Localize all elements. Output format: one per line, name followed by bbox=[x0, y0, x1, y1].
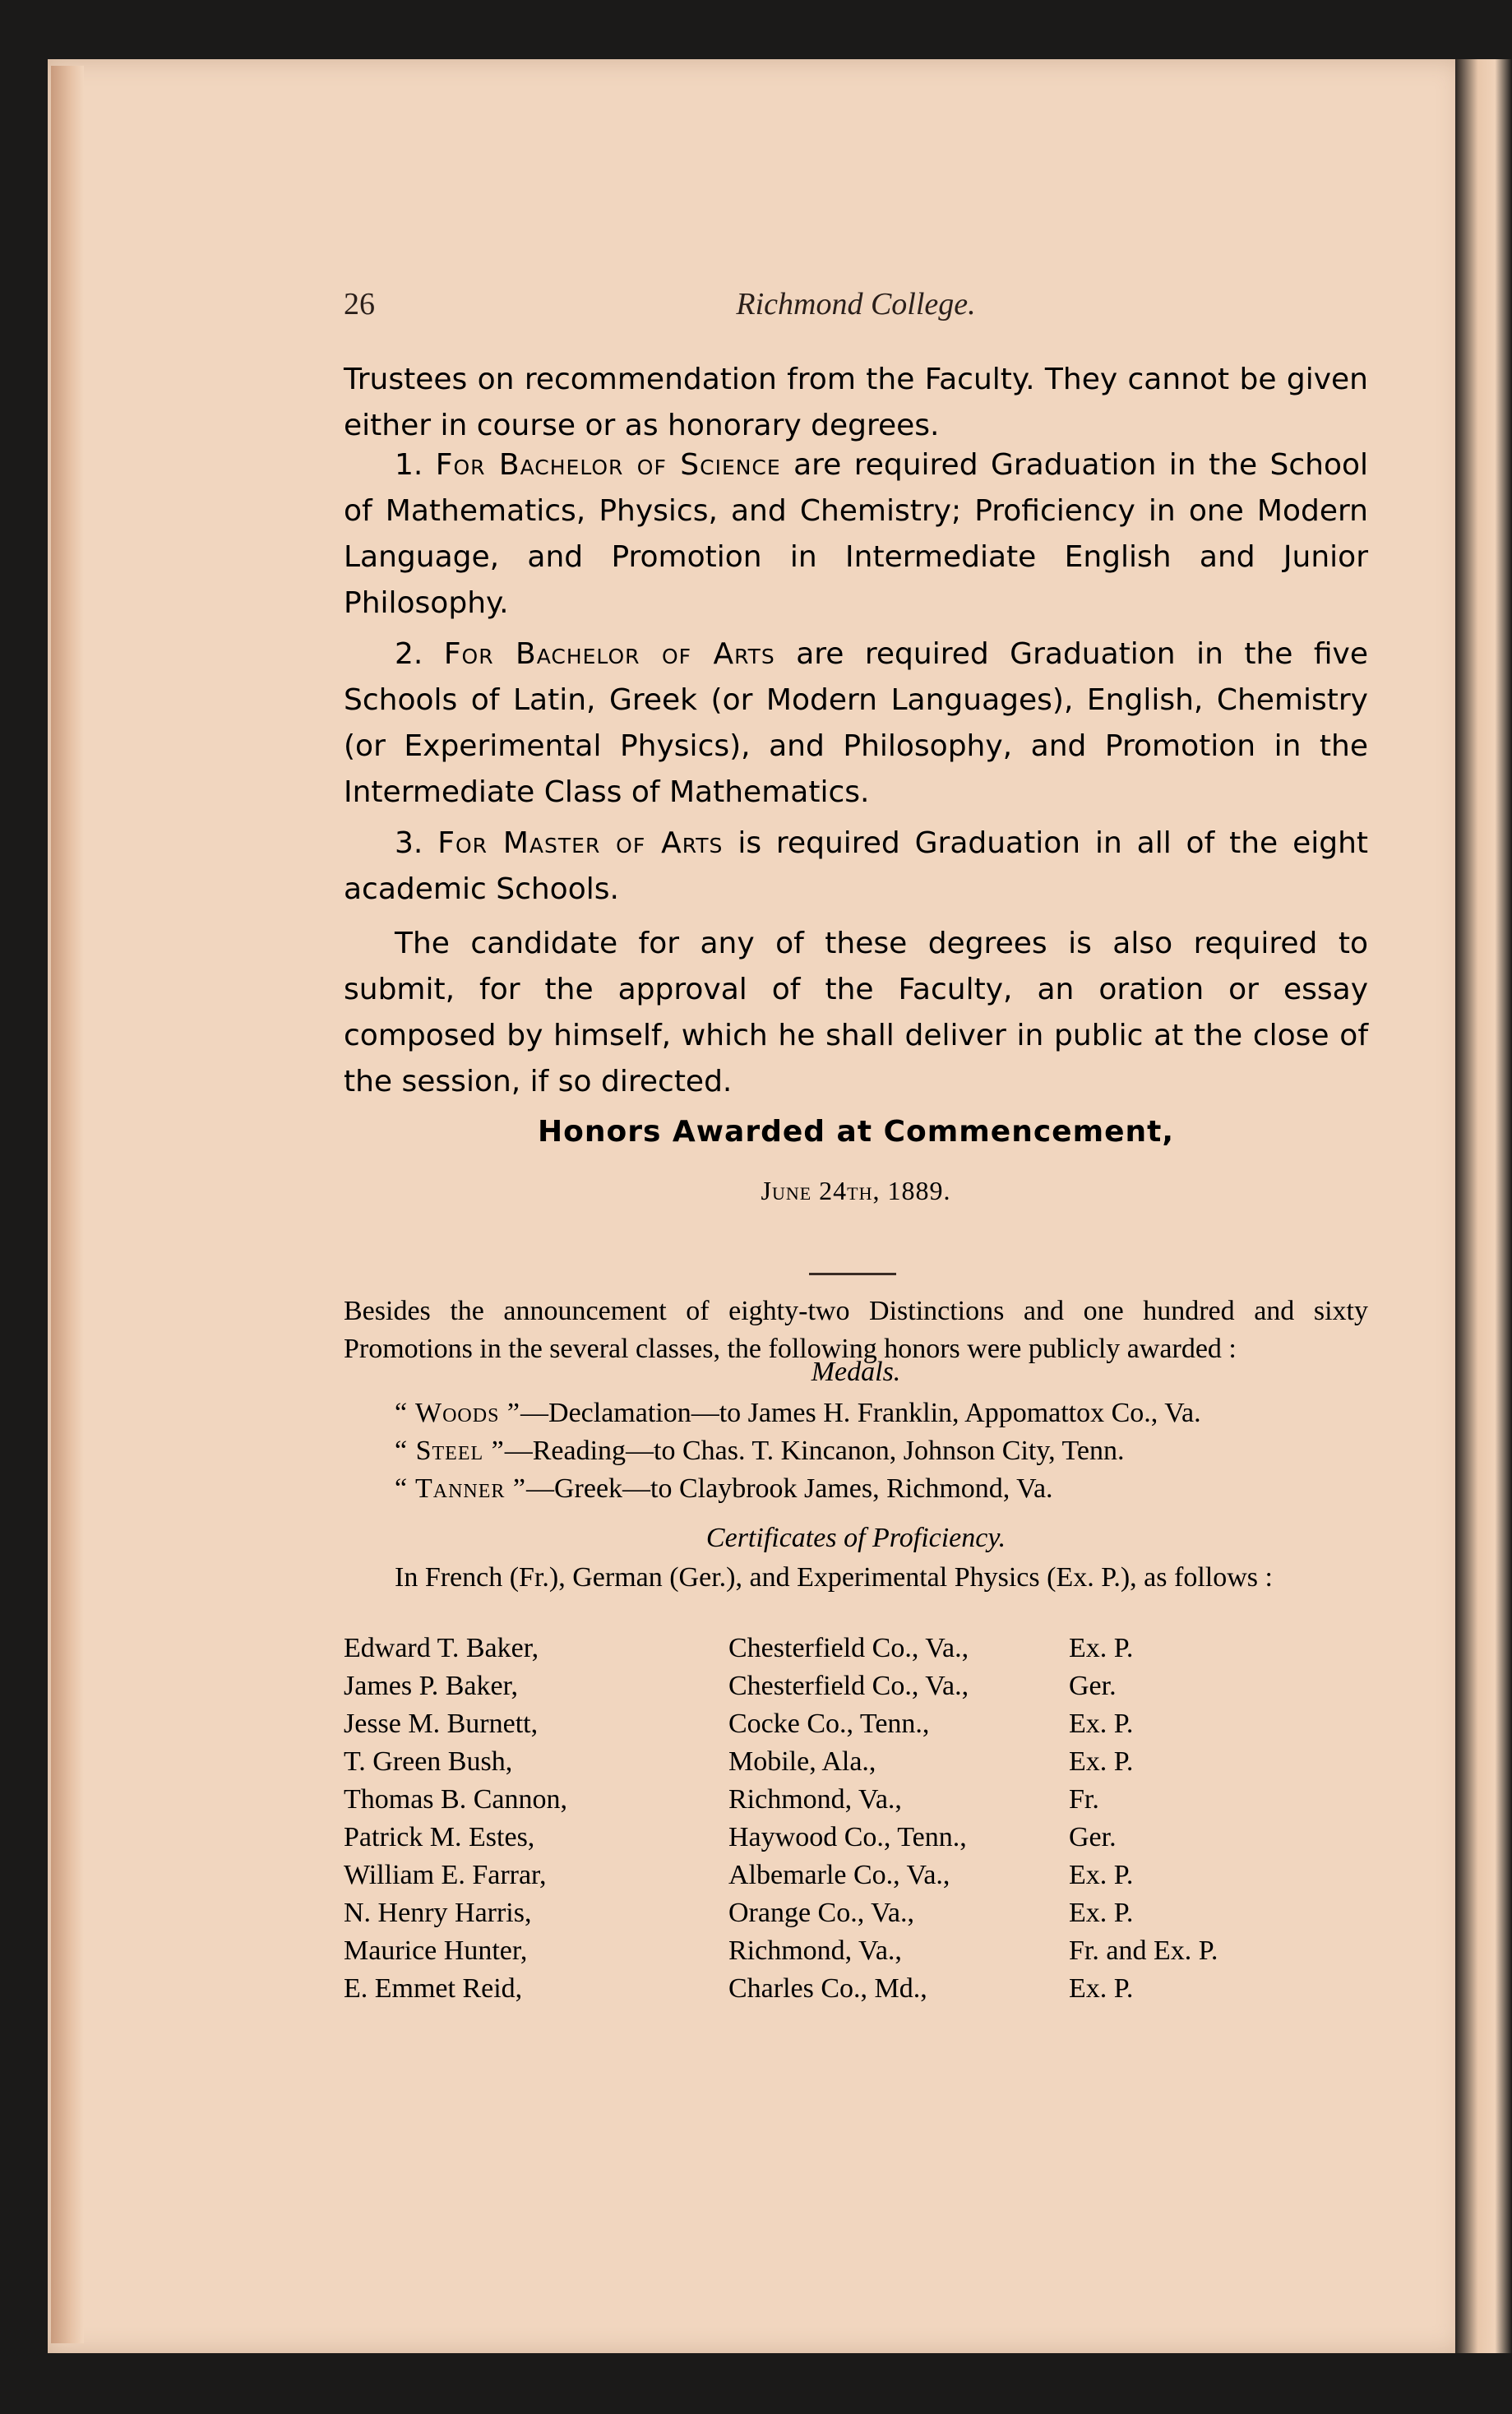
date-text: June 24th, 1889. bbox=[761, 1176, 951, 1205]
student-subject: Ex. P. bbox=[1069, 1633, 1134, 1663]
paragraph-text: The candidate for any of these degrees is also required to submit, for the approval of the Faculty, an oration or essay composed by himself, which he shall deliver in public at the close of the session, if so directed. bbox=[344, 927, 1368, 1098]
student-place: Chesterfield Co., Va., bbox=[728, 1633, 969, 1663]
medal-name: “ Steel ” bbox=[395, 1436, 505, 1466]
paragraph-master-arts bbox=[344, 821, 1368, 913]
student-subject: Ex. P. bbox=[1069, 1746, 1134, 1777]
medal-entry bbox=[344, 1394, 1368, 1432]
paragraph-bachelor-arts bbox=[344, 631, 1368, 816]
page-edge bbox=[1455, 59, 1512, 2353]
honors-intro: Besides the announcement of eighty-two Distinctions and one hundred and sixty Promotions in the several classes, the following honors were publicly awarded : bbox=[344, 1296, 1368, 1364]
paragraph-text: Trustees on recommendation from the Faculty. They cannot be given either in course or as honorary degrees. bbox=[344, 363, 1368, 442]
certificates-roster bbox=[344, 1633, 1368, 2011]
running-title: Richmond College. bbox=[736, 287, 976, 321]
paragraph-trustees bbox=[344, 357, 1368, 449]
roster-row bbox=[344, 1973, 1368, 2011]
paragraph-candidate bbox=[344, 921, 1368, 1105]
student-name: Patrick M. Estes, bbox=[344, 1822, 535, 1852]
student-place: Cocke Co., Tenn., bbox=[728, 1709, 930, 1739]
paragraph-text: are required Graduation in the School of Mathematics, Physics, and Chemistry; Proficiency in one Modern Language, and Promotion in Intermediate English and Junior Philosophy. bbox=[344, 448, 1368, 620]
degree-name: For Master of Arts bbox=[437, 826, 724, 860]
roster-row bbox=[344, 1709, 1368, 1746]
roster-row bbox=[344, 1671, 1368, 1709]
student-name: Maurice Hunter, bbox=[344, 1935, 528, 1966]
student-place: Orange Co., Va., bbox=[728, 1898, 914, 1928]
degree-name: For Bachelor of Arts bbox=[443, 637, 775, 671]
student-name: Jesse M. Burnett, bbox=[344, 1709, 539, 1739]
medal-entry bbox=[344, 1432, 1368, 1470]
medal-entry bbox=[344, 1470, 1368, 1508]
item-number: 3. bbox=[395, 826, 423, 860]
student-place: Haywood Co., Tenn., bbox=[728, 1822, 967, 1852]
roster-row bbox=[344, 1935, 1368, 1973]
medal-text: —Declamation—to James H. Franklin, Appomattox Co., Va. bbox=[520, 1398, 1201, 1428]
student-name: Thomas B. Cannon, bbox=[344, 1784, 567, 1815]
certificates-intro-text: In French (Fr.), German (Ger.), and Experimental Physics (Ex. P.), as follows : bbox=[395, 1562, 1273, 1593]
item-number: 1. bbox=[395, 448, 423, 482]
certificates-intro bbox=[344, 1559, 1368, 1597]
honors-date bbox=[344, 1176, 1368, 1206]
roster-row bbox=[344, 1822, 1368, 1860]
student-subject: Ex. P. bbox=[1069, 1898, 1134, 1928]
student-subject: Ger. bbox=[1069, 1671, 1117, 1701]
student-subject: Ex. P. bbox=[1069, 1709, 1134, 1739]
degree-name: For Bachelor of Science bbox=[435, 448, 781, 482]
honors-heading: Honors Awarded at Commencement, bbox=[537, 1115, 1175, 1149]
student-name: Edward T. Baker, bbox=[344, 1633, 539, 1663]
running-header bbox=[344, 286, 1368, 335]
student-place: Charles Co., Md., bbox=[728, 1973, 927, 2004]
student-subject: Ger. bbox=[1069, 1822, 1117, 1852]
roster-row bbox=[344, 1633, 1368, 1671]
student-subject: Fr. bbox=[1069, 1784, 1099, 1815]
roster-row bbox=[344, 1746, 1368, 1784]
student-name: T. Green Bush, bbox=[344, 1746, 513, 1777]
medal-name: “ Tanner ” bbox=[395, 1473, 526, 1504]
item-number: 2. bbox=[395, 637, 423, 671]
student-subject: Ex. P. bbox=[1069, 1973, 1134, 2004]
student-place: Richmond, Va., bbox=[728, 1784, 902, 1815]
roster-row bbox=[344, 1860, 1368, 1898]
student-place: Albemarle Co., Va., bbox=[728, 1860, 950, 1890]
student-subject: Ex. P. bbox=[1069, 1860, 1134, 1890]
medal-name: “ Woods ” bbox=[395, 1398, 521, 1428]
paragraph-text: are required Graduation in the five Schools of Latin, Greek (or Modern Languages), English, Chemistry (or Experimental Physics), and Philosophy, and Promotion in the Intermediate Class of Mathematics. bbox=[344, 637, 1368, 809]
medals-heading: Medals. bbox=[811, 1357, 901, 1387]
page-number: 26 bbox=[344, 287, 375, 321]
paragraph-text: is required Graduation in all of the eight academic Schools. bbox=[344, 826, 1368, 906]
roster-row bbox=[344, 1784, 1368, 1822]
student-place: Mobile, Ala., bbox=[728, 1746, 876, 1777]
paragraph-bachelor-science bbox=[344, 442, 1368, 627]
student-place: Chesterfield Co., Va., bbox=[728, 1671, 969, 1701]
page-gutter bbox=[51, 66, 84, 2343]
student-name: James P. Baker, bbox=[344, 1671, 519, 1701]
student-name: E. Emmet Reid, bbox=[344, 1973, 523, 2004]
student-name: William E. Farrar, bbox=[344, 1860, 547, 1890]
divider-rule bbox=[809, 1273, 896, 1275]
student-subject: Fr. and Ex. P. bbox=[1069, 1935, 1218, 1966]
roster-row bbox=[344, 1898, 1368, 1935]
student-name: N. Henry Harris, bbox=[344, 1898, 532, 1928]
medal-text: —Reading—to Chas. T. Kincanon, Johnson City, Tenn. bbox=[504, 1436, 1125, 1466]
medal-text: —Greek—to Claybrook James, Richmond, Va. bbox=[526, 1473, 1053, 1504]
student-place: Richmond, Va., bbox=[728, 1935, 902, 1966]
medals-list bbox=[344, 1394, 1368, 1508]
certificates-heading: Certificates of Proficiency. bbox=[705, 1523, 1006, 1553]
